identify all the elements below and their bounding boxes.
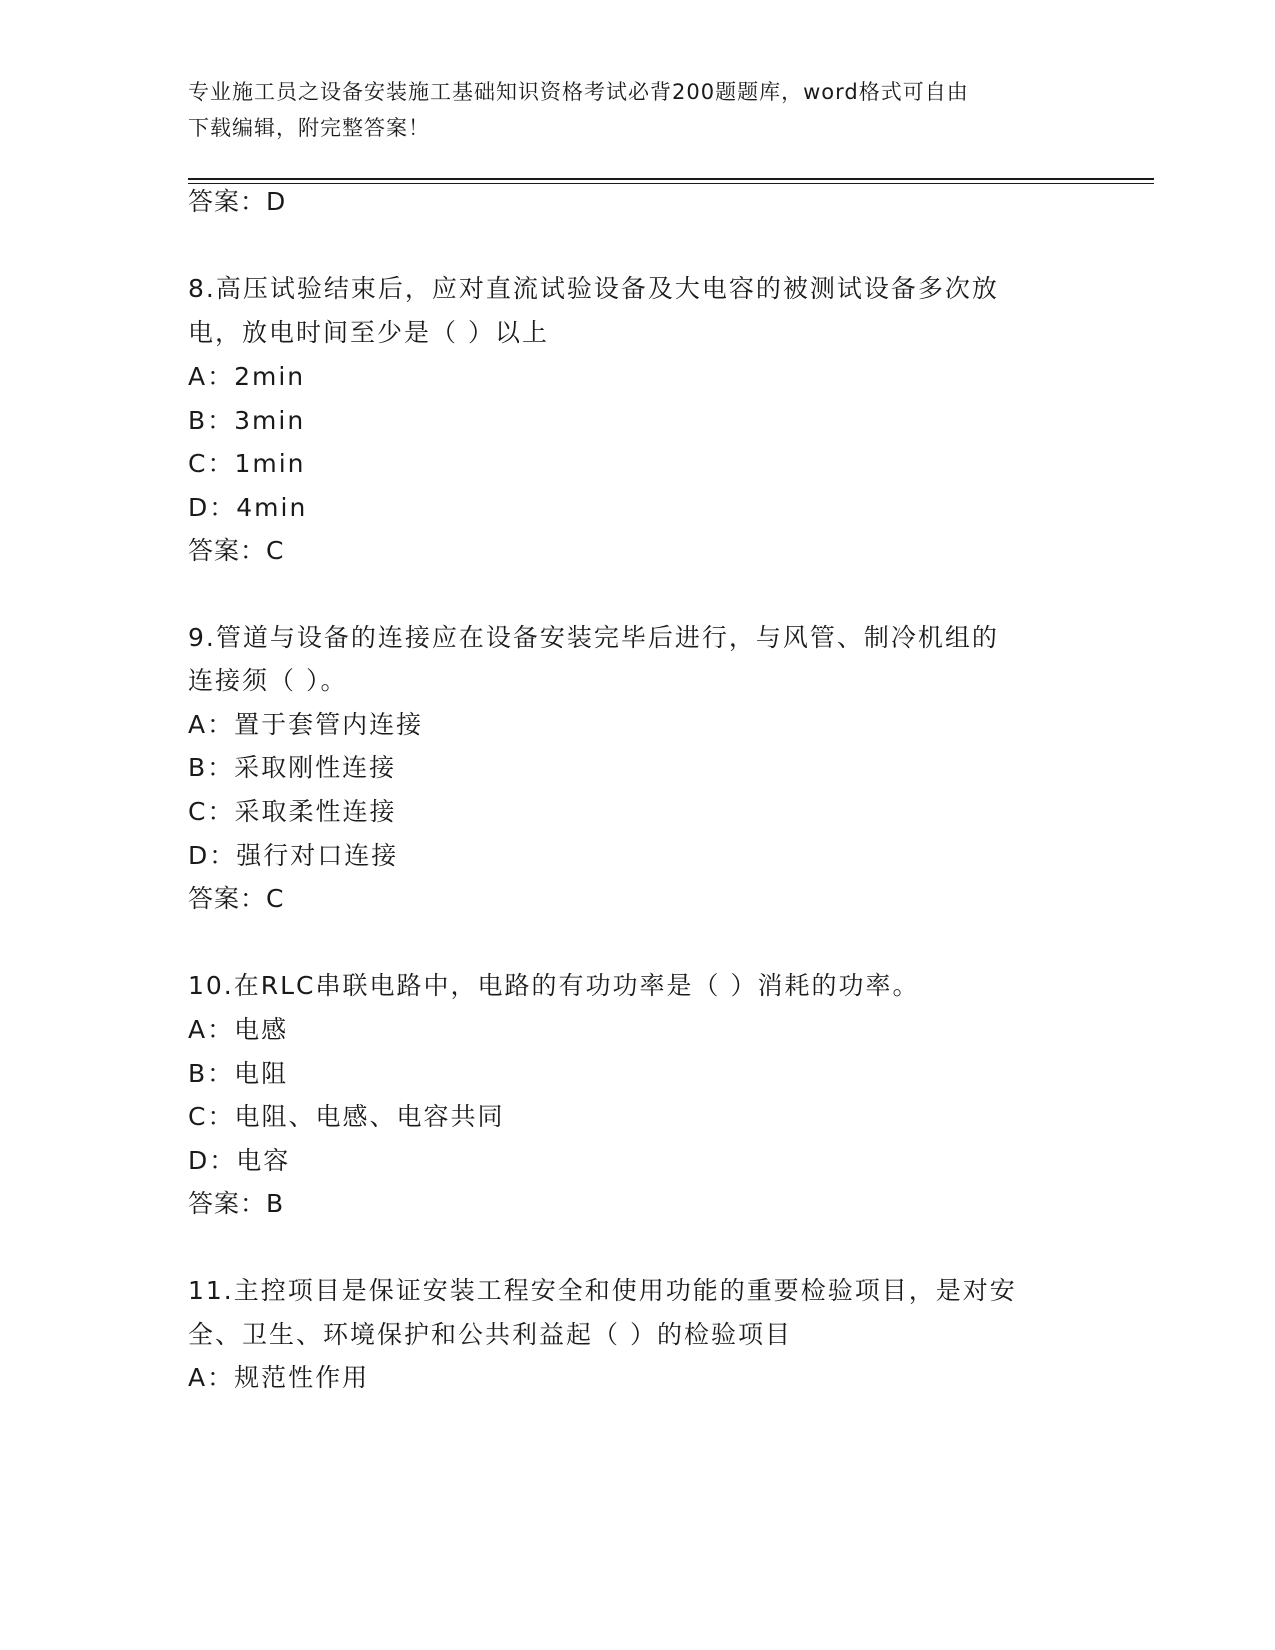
question-8-stem-line-1: 8.高压试验结束后，应对直流试验设备及大电容的被测试设备多次放 [188,274,999,303]
document-header [188,74,1068,146]
header-line-1: 专业施工员之设备安装施工基础知识资格考试必背200题题库，word格式可自由 [188,80,969,104]
question-8-option-a: A：2min [188,362,306,391]
question-9-option-d: D：强行对口连接 [188,841,399,870]
previous-answer: 答案：D [188,187,287,216]
question-10-option-c: C：电阻、电感、电容共同 [188,1102,505,1131]
question-10-answer: 答案：B [188,1189,285,1218]
header-divider-thin [188,183,1154,184]
question-9-option-a: A：置于套管内连接 [188,710,424,739]
question-9-option-b: B：采取刚性连接 [188,753,397,782]
question-11-stem-line-2: 全、卫生、环境保护和公共利益起（ ）的检验项目 [188,1320,792,1349]
question-8-option-d: D：4min [188,493,308,522]
question-10-stem-line-1: 10.在RLC串联电路中，电路的有功功率是（ ）消耗的功率。 [188,971,920,1000]
question-8-option-b: B：3min [188,406,306,435]
question-9-stem-line-2: 连接须（ ）。 [188,666,348,695]
question-9-stem-line-1: 9.管道与设备的连接应在设备安装完毕后进行，与风管、制冷机组的 [188,623,999,652]
question-10-option-a: A：电感 [188,1015,289,1044]
question-9-option-c: C：采取柔性连接 [188,797,397,826]
question-8-stem-line-2: 电，放电时间至少是（ ）以上 [188,318,549,347]
question-11-stem-line-1: 11.主控项目是保证安装工程安全和使用功能的重要检验项目，是对安 [188,1276,1017,1305]
question-11-option-a: A：规范性作用 [188,1363,370,1392]
question-10-option-b: B：电阻 [188,1059,289,1088]
question-10-option-d: D：电容 [188,1146,291,1175]
header-divider-thick [188,178,1154,180]
question-9-answer: 答案：C [188,884,285,913]
header-line-2: 下载编辑，附完整答案！ [188,116,430,140]
question-8-option-c: C：1min [188,449,306,478]
question-8-answer: 答案：C [188,536,285,565]
